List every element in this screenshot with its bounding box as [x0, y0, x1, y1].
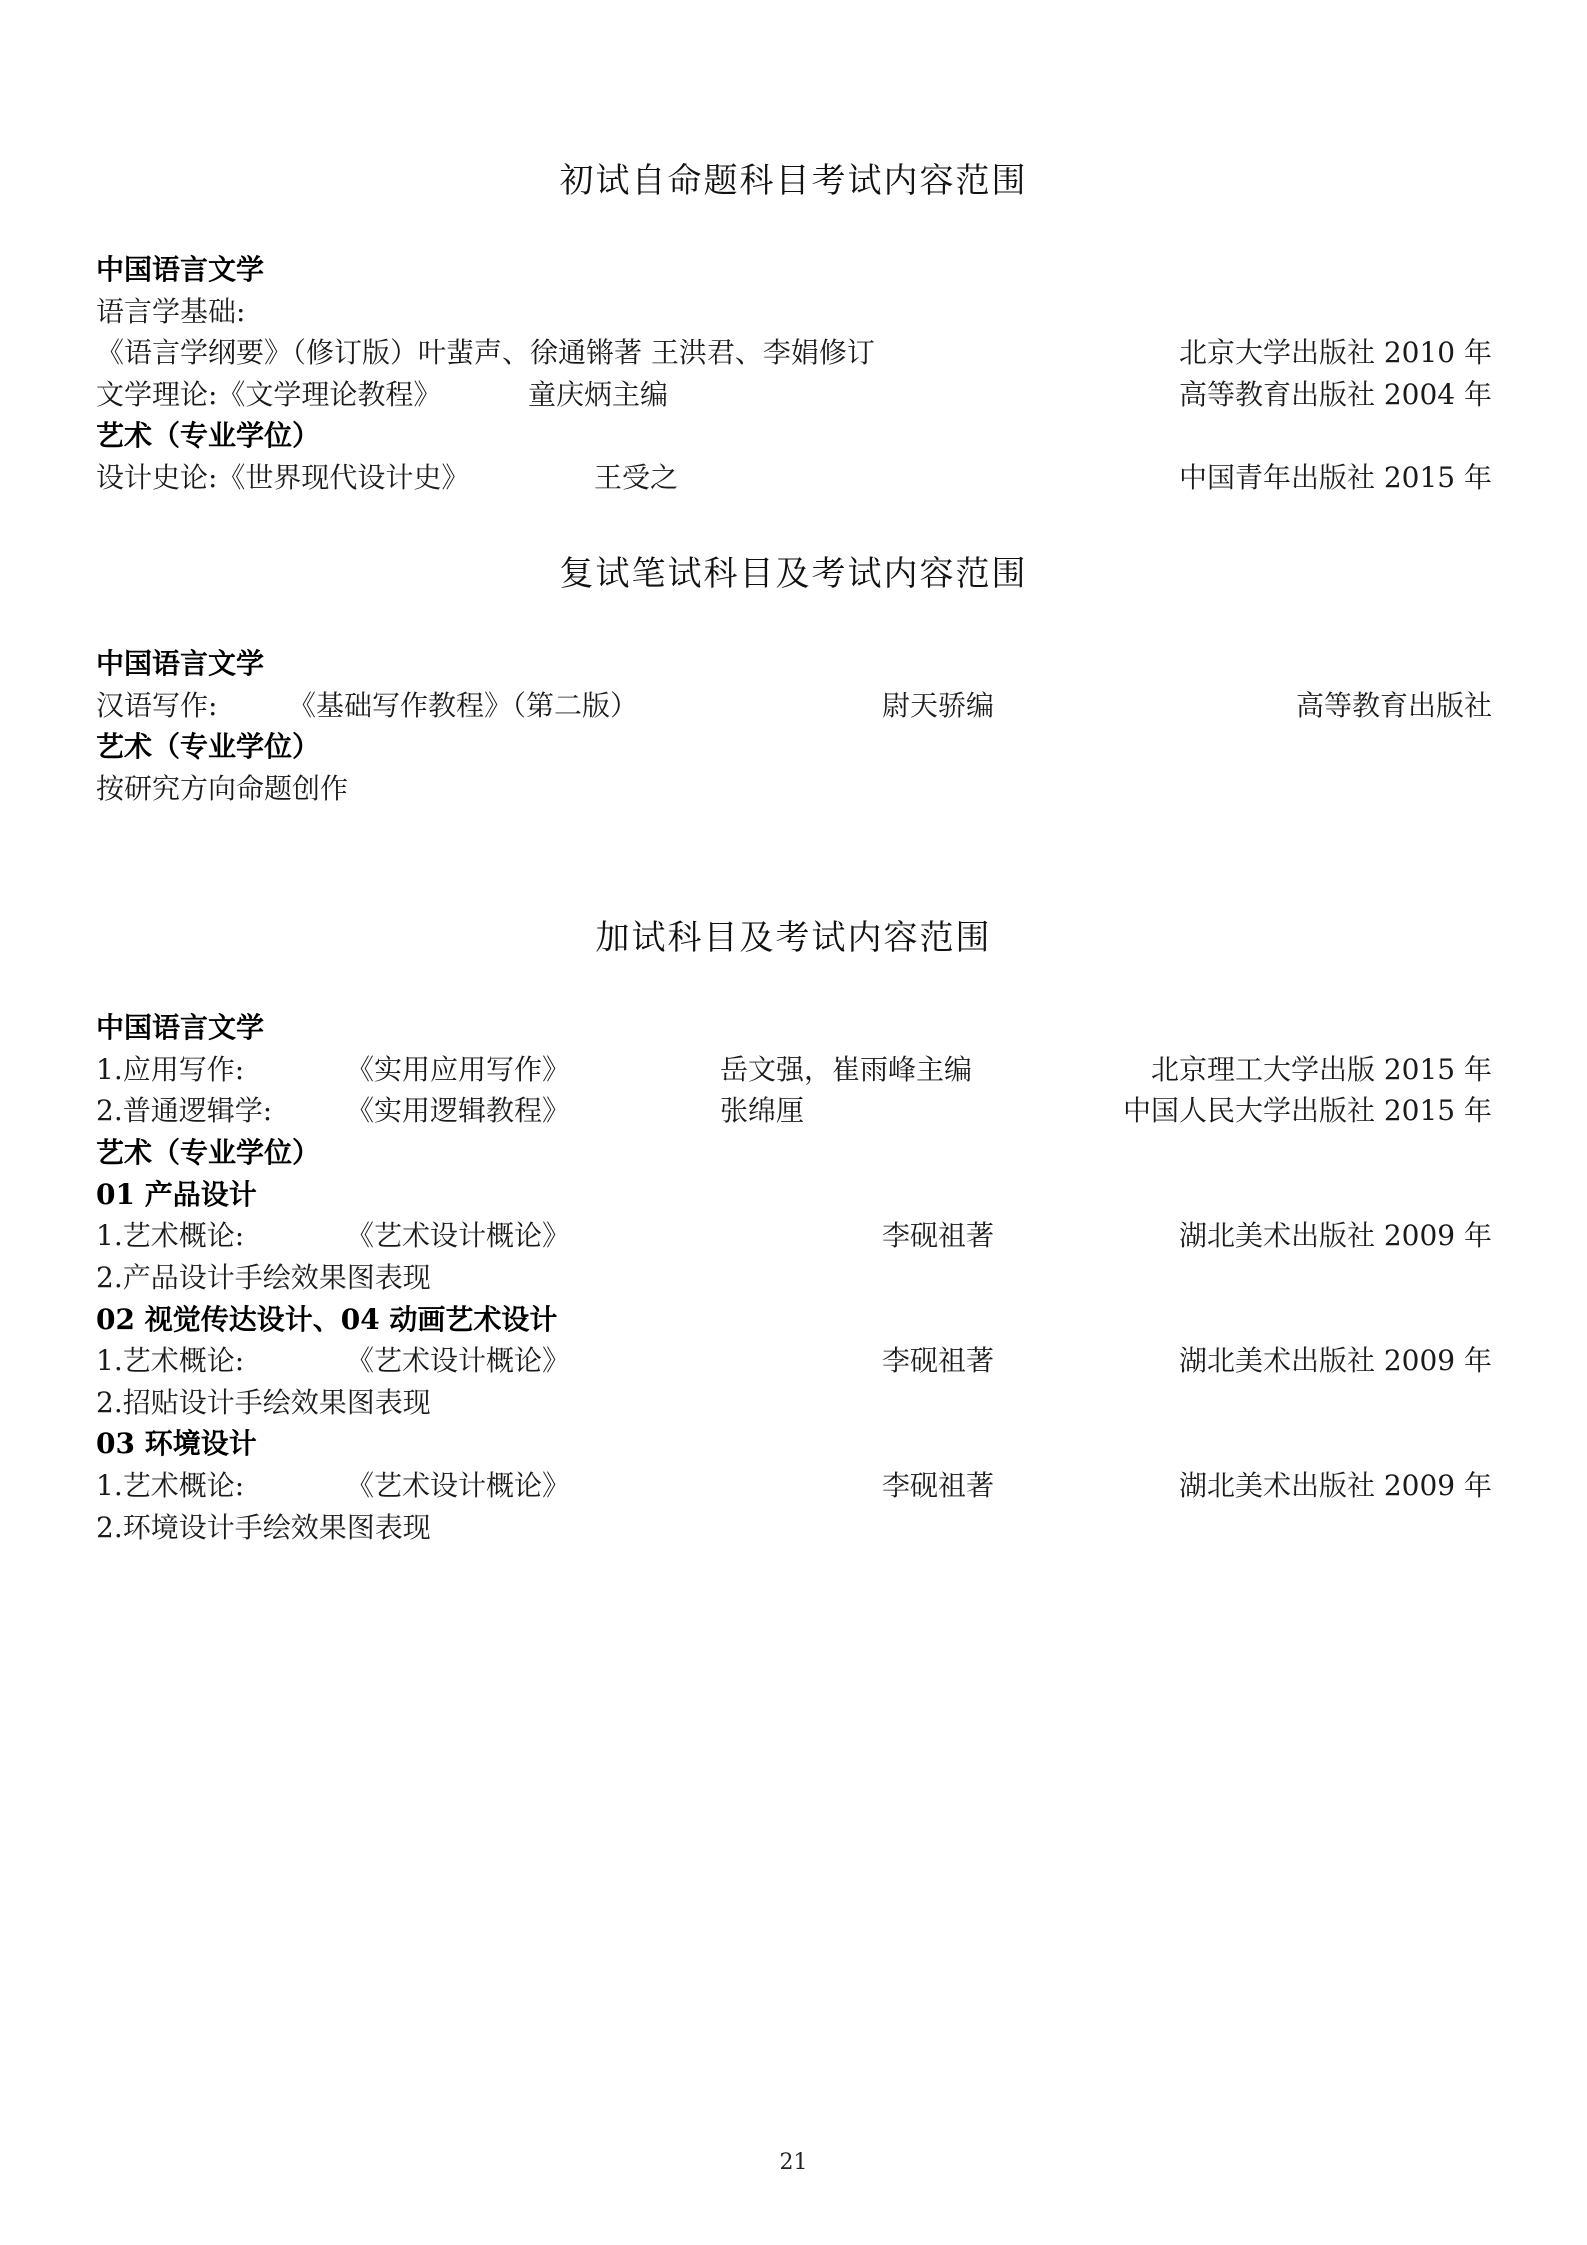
subject: 汉语写作: — [96, 689, 218, 722]
content-line — [96, 1466, 1492, 1506]
content-line — [96, 458, 1492, 498]
group-heading: 艺术（专业学位） — [96, 419, 321, 452]
author: 李砚祖著 — [882, 1344, 995, 1377]
book-title: 《艺术设计概论》 — [346, 1469, 571, 1502]
group-heading: 艺术（专业学位） — [96, 1136, 321, 1169]
author: 李砚祖著 — [882, 1219, 995, 1252]
content-line — [96, 1091, 1492, 1131]
author: 童庆炳主编 — [528, 378, 669, 411]
group-heading: 中国语言文学 — [96, 253, 265, 286]
subject: 2.普通逻辑学: — [96, 1094, 273, 1127]
book-title: 《艺术设计概论》 — [346, 1344, 571, 1377]
content-line — [96, 292, 1492, 332]
group-heading: 03 环境设计 — [96, 1427, 257, 1460]
content-line — [96, 333, 1492, 373]
publisher: 高等教育出版社 — [1295, 689, 1492, 722]
book-title: 《基础写作教程》（第二版） — [288, 689, 639, 722]
book-title: 《实用逻辑教程》 — [346, 1094, 571, 1127]
publisher: 湖北美术出版社 2009 年 — [1178, 1344, 1492, 1377]
author: 岳文强，崔雨峰主编 — [720, 1053, 973, 1086]
section-title: 加试科目及考试内容范围 — [595, 918, 992, 958]
content-line — [96, 1383, 1492, 1423]
line-text: 《语言学纲要》（修订版）叶蜚声、徐通锵著 王洪君、李娟修订 — [96, 336, 875, 369]
section-title: 初试自命题科目考试内容范围 — [559, 161, 1028, 201]
line-text: 文学理论:《文学理论教程》 — [96, 378, 442, 411]
book-title: 《实用应用写作》 — [346, 1053, 571, 1086]
content-line — [96, 686, 1492, 726]
author: 张绵厘 — [720, 1094, 805, 1127]
publisher: 高等教育出版社 2004 年 — [1178, 378, 1492, 411]
subject: 1.应用写作: — [96, 1053, 245, 1086]
publisher: 中国人民大学出版社 2015 年 — [1122, 1094, 1492, 1127]
group-heading: 01 产品设计 — [96, 1178, 257, 1211]
subject: 1.艺术概论: — [96, 1344, 245, 1377]
content-line — [96, 1508, 1492, 1548]
content-line — [96, 375, 1492, 415]
content-line — [96, 769, 1492, 809]
author: 李砚祖著 — [882, 1469, 995, 1502]
subject: 1.艺术概论: — [96, 1219, 245, 1252]
line-text: 2.环境设计手绘效果图表现 — [96, 1511, 431, 1544]
line-text: 语言学基础: — [96, 295, 246, 328]
publisher: 中国青年出版社 2015 年 — [1178, 461, 1492, 494]
group-heading: 02 视觉传达设计、04 动画艺术设计 — [96, 1303, 558, 1336]
author: 王受之 — [594, 461, 679, 494]
subject: 1.艺术概论: — [96, 1469, 245, 1502]
content-line — [96, 1216, 1492, 1256]
line-text: 2.产品设计手绘效果图表现 — [96, 1261, 431, 1294]
group-heading: 艺术（专业学位） — [96, 730, 321, 763]
publisher: 北京大学出版社 2010 年 — [1178, 336, 1492, 369]
group-heading: 中国语言文学 — [96, 647, 265, 680]
book-title: 《艺术设计概论》 — [346, 1219, 571, 1252]
publisher: 湖北美术出版社 2009 年 — [1178, 1219, 1492, 1252]
content-line — [96, 1341, 1492, 1381]
section-title: 复试笔试科目及考试内容范围 — [559, 554, 1028, 594]
author: 尉天骄编 — [882, 689, 995, 722]
line-text: 2.招贴设计手绘效果图表现 — [96, 1386, 431, 1419]
page-number: 21 — [779, 2150, 808, 2175]
content-line — [96, 1258, 1492, 1298]
publisher: 北京理工大学出版 2015 年 — [1150, 1053, 1492, 1086]
publisher: 湖北美术出版社 2009 年 — [1178, 1469, 1492, 1502]
line-text: 设计史论:《世界现代设计史》 — [96, 461, 470, 494]
line-text: 按研究方向命题创作 — [96, 772, 349, 805]
content-line — [96, 1050, 1492, 1090]
group-heading: 中国语言文学 — [96, 1011, 265, 1044]
